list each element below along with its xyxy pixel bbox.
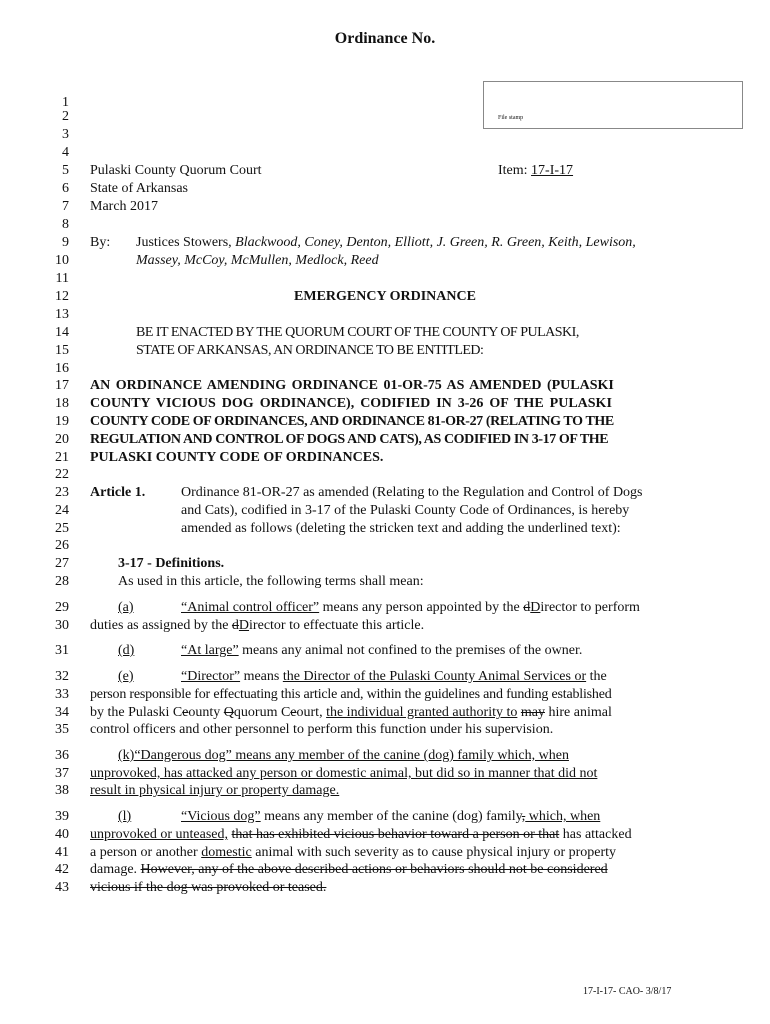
definition-a-line-1	[181, 600, 640, 616]
definition-term: “Director”	[181, 669, 241, 684]
sponsors-label: By:	[90, 235, 111, 250]
line-number: 28	[55, 574, 69, 589]
inserted-text: D	[530, 600, 541, 615]
definition-text: animal with such severity as to cause physical injury or property	[251, 845, 617, 860]
definition-term: “At large”	[181, 643, 239, 658]
item-number	[498, 163, 573, 179]
inserted-text: unprovoked or unteased,	[90, 827, 229, 842]
definition-text: damage.	[90, 862, 141, 877]
deleted-text: e	[290, 705, 297, 720]
line-number: 31	[55, 643, 69, 658]
section-heading: 3-17 - Definitions.	[118, 556, 225, 571]
section-intro: As used in this article, the following terms shall mean:	[118, 574, 424, 589]
ordinance-title-line: COUNTY CODE OF ORDINANCES, AND ORDINANCE 81-OR-27 (RELATING TO THE	[90, 414, 614, 429]
line-number: 15	[55, 343, 69, 358]
definition-e-line-1	[181, 669, 607, 685]
definition-text: a person or another	[90, 845, 202, 860]
definition-text: means any animal not confined to the premises of the owner.	[238, 643, 583, 658]
definition-l-line-5: vicious if the dog was provoked or teased.	[90, 880, 327, 895]
sponsors-intro: Justices Stowers,	[136, 235, 236, 250]
inserted-text: the Director of the Pulaski County Animal Services or	[282, 669, 587, 684]
article-text-line: Ordinance 81-OR-27 as amended (Relating to the Regulation and Control of Dogs	[181, 485, 643, 500]
line-number: 14	[55, 325, 69, 340]
sponsors-names: Blackwood, Coney, Denton, Elliott, J. Green, R. Green, Keith, Lewison,	[235, 235, 636, 250]
sponsors-line-1	[136, 235, 636, 251]
line-number: 4	[62, 145, 69, 160]
deleted-text: d	[231, 618, 239, 633]
file-stamp-box	[483, 81, 743, 129]
definition-e-label: (e)	[118, 669, 134, 684]
inserted-text: domestic	[201, 845, 252, 860]
definition-e-line-4: control officers and other personnel to perform this function under his supervision.	[90, 722, 554, 737]
line-number: 41	[55, 845, 69, 860]
line-number: 18	[55, 396, 69, 411]
line-number: 37	[55, 766, 69, 781]
article-text-line: and Cats), codified in 3-17 of the Pulaski County Code of Ordinances, is hereby	[181, 503, 630, 518]
definition-l-line-1	[181, 809, 600, 825]
line-number: 20	[55, 432, 69, 447]
line-number: 6	[62, 181, 69, 196]
line-number: 35	[55, 722, 69, 737]
line-number: 13	[55, 307, 69, 322]
line-number: 42	[55, 862, 69, 877]
article-text-line: amended as follows (deleting the stricken text and adding the underlined text):	[181, 521, 621, 536]
line-number: 21	[55, 450, 69, 465]
definition-text: quorum C	[233, 705, 291, 720]
definition-text: hire animal	[544, 705, 612, 720]
definition-text: irector to effectuate this article.	[249, 618, 425, 633]
enacting-clause-line: STATE OF ARKANSAS, AN ORDINANCE TO BE ENTITLED:	[136, 343, 484, 358]
definition-text: irector to perform	[540, 600, 640, 615]
definition-text: means	[240, 669, 283, 684]
ordinance-title-line: AN ORDINANCE AMENDING ORDINANCE 01-OR-75 AS AMENDED (PULASKI	[90, 378, 614, 393]
line-number: 19	[55, 414, 69, 429]
line-number: 27	[55, 556, 69, 571]
deleted-text: e	[182, 705, 189, 720]
deleted-text: However, any of the above described actions or behaviors should not be considered	[140, 862, 608, 877]
deleted-text: ,	[521, 809, 526, 824]
article-label: Article 1.	[90, 485, 146, 500]
line-number: 43	[55, 880, 69, 895]
line-number: 17	[55, 378, 69, 393]
definition-text: by the Pulaski C	[90, 705, 183, 720]
line-number: 32	[55, 669, 69, 684]
definition-text: duties as assigned by the	[90, 618, 232, 633]
line-number: 11	[55, 271, 69, 286]
line-number: 16	[55, 361, 69, 376]
ordinance-heading: EMERGENCY ORDINANCE	[294, 289, 476, 304]
line-number: 12	[55, 289, 69, 304]
definition-a-line-2	[90, 618, 424, 634]
definition-e-line-2: person responsible for effectuating this article and, within the guidelines and funding established	[90, 687, 612, 702]
definition-text: means any member of the canine (dog) family	[260, 809, 522, 824]
definition-d-line-1	[181, 643, 582, 659]
inserted-text: the individual granted authority to	[326, 705, 518, 720]
document-date: March 2017	[90, 199, 159, 214]
definition-l-line-2	[90, 827, 632, 843]
line-number: 8	[62, 217, 69, 232]
definition-a-label: (a)	[118, 600, 134, 615]
state-name: State of Arkansas	[90, 181, 188, 196]
line-number: 36	[55, 748, 69, 763]
line-number: 9	[62, 235, 69, 250]
file-stamp-label: File stamp	[498, 115, 524, 121]
line-number: 10	[55, 253, 69, 268]
page-title: Ordinance No.	[334, 30, 436, 47]
line-number: 33	[55, 687, 69, 702]
line-number: 22	[55, 467, 69, 482]
line-number: 2	[62, 109, 69, 124]
definition-k-line-3: result in physical injury or property damage.	[90, 783, 340, 798]
inserted-text: which, when	[525, 809, 601, 824]
definition-k-line-1: (k)“Dangerous dog” means any member of the canine (dog) family which, when	[118, 748, 569, 763]
inserted-text: D	[238, 618, 250, 633]
line-number: 29	[55, 600, 69, 615]
definition-text: has attacked	[559, 827, 632, 842]
ordinance-title-line: REGULATION AND CONTROL OF DOGS AND CATS), AS CODIFIED IN 3-17 OF THE	[90, 432, 609, 447]
definition-l-line-4	[90, 862, 608, 878]
line-number: 30	[55, 618, 69, 633]
line-number: 39	[55, 809, 69, 824]
line-number: 24	[55, 503, 69, 518]
line-number: 7	[62, 199, 69, 214]
ordinance-title-line: PULASKI COUNTY CODE OF ORDINANCES.	[90, 450, 384, 465]
line-number: 38	[55, 783, 69, 798]
line-number: 23	[55, 485, 69, 500]
definition-k-line-2: unprovoked, has attacked any person or domestic animal, but did so in manner that did not	[90, 766, 598, 781]
definition-text: means any person appointed by the	[319, 600, 524, 615]
line-number: 40	[55, 827, 69, 842]
item-label: Item:	[498, 163, 532, 178]
definition-text: ounty	[188, 705, 224, 720]
definition-text: the	[586, 669, 607, 684]
line-number: 1	[62, 95, 69, 110]
page-footer: 17-I-17- CAO- 3/8/17	[583, 986, 672, 997]
deleted-text: Q	[223, 705, 234, 720]
definition-l-label: (l)	[118, 809, 132, 824]
deleted-text: may	[520, 705, 545, 720]
ordinance-title-line: COUNTY VICIOUS DOG ORDINANCE), CODIFIED IN 3-26 OF THE PULASKI	[90, 396, 612, 411]
line-number: 5	[62, 163, 69, 178]
deleted-text: that has exhibited vicious behavior toward a person or that	[231, 827, 560, 842]
line-number: 3	[62, 127, 69, 142]
line-number: 26	[55, 538, 69, 553]
court-name: Pulaski County Quorum Court	[90, 163, 262, 178]
sponsors-line-2: Massey, McCoy, McMullen, Medlock, Reed	[136, 253, 379, 268]
item-value: 17-I-17	[531, 163, 574, 178]
line-number: 34	[55, 705, 69, 720]
definition-e-line-3	[90, 705, 612, 721]
line-number: 25	[55, 521, 69, 536]
enacting-clause-line: BE IT ENACTED BY THE QUORUM COURT OF THE COUNTY OF PULASKI,	[136, 325, 579, 340]
definition-term: “Animal control officer”	[181, 600, 320, 615]
definition-l-line-3	[90, 845, 616, 861]
definition-term: “Vicious dog”	[181, 809, 261, 824]
definition-d-label: (d)	[118, 643, 135, 658]
deleted-text: d	[523, 600, 531, 615]
definition-text: ourt,	[296, 705, 327, 720]
